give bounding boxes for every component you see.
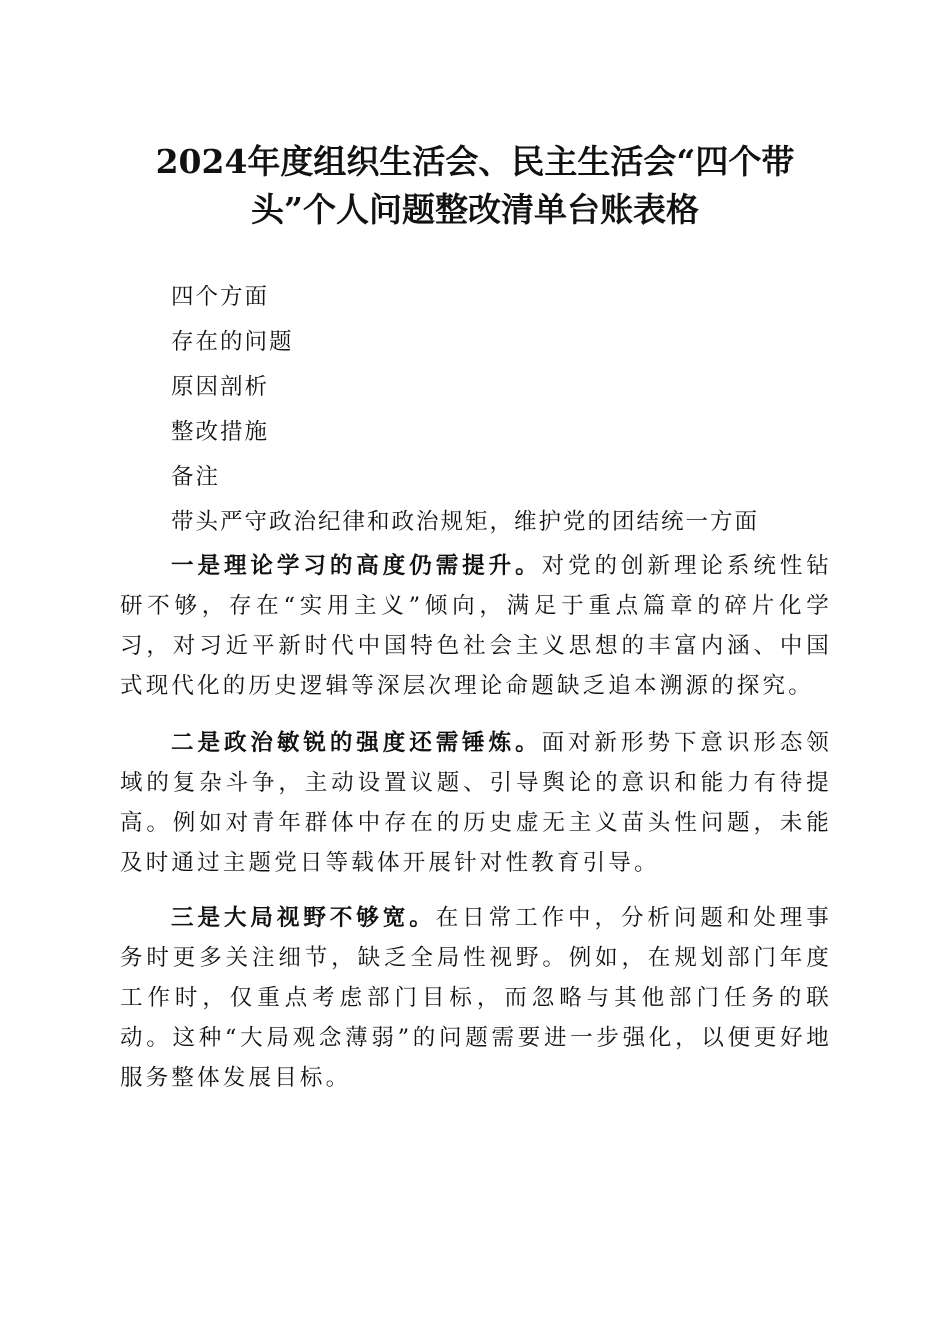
paragraph-2-lead: 二是政治敏锐的强度还需锤炼。 (171, 730, 542, 756)
title-line-1: 2024年度组织生活会、民主生活会“四个带 (155, 142, 795, 181)
paragraph-3-body: 在日常工作中，分析问题和处理事务时更多关注细节，缺乏全局性视野。例如，在规划部门年度工作时，仅重点考虑部门目标，而忽略与其他部门任务的联动。这种“大局观念薄弱”的问题需要进一步强化，以便更好地服务整体发展目标。 (120, 905, 832, 1091)
paragraph-2-body: 面对新形势下意识形态领域的复杂斗争，主动设置议题、引导舆论的意识和能力有待提高。例如对青年群体中存在的历史虚无主义苗头性问题，未能及时通过主题党日等载体开展针对性教育引导。 (120, 730, 832, 876)
paragraph-3 (120, 898, 832, 1098)
header-cause-analysis: 原因剖析 (171, 374, 270, 400)
header-rectification-measures: 整改措施 (171, 419, 270, 445)
header-aspects: 四个方面 (171, 284, 270, 310)
paragraph-1 (120, 546, 832, 706)
header-problems: 存在的问题 (171, 329, 294, 355)
category-heading: 带头严守政治纪律和政治规矩，维护党的团结统一方面 (171, 509, 760, 535)
header-remarks: 备注 (171, 464, 221, 490)
paragraph-2 (120, 723, 832, 883)
paragraph-1-lead: 一是理论学习的高度仍需提升。 (171, 553, 542, 579)
document-title (110, 138, 840, 234)
title-line-2: 头”个人问题整改清单台账表格 (251, 190, 699, 229)
table-headers (171, 278, 294, 503)
paragraph-3-lead: 三是大局视野不够宽。 (171, 905, 436, 931)
paragraph-1-body: 对党的创新理论系统性钻研不够，存在“实用主义”倾向，满足于重点篇章的碎片化学习，对习近平新时代中国特色社会主义思想的丰富内涵、中国式现代化的历史逻辑等深层次理论命题缺乏追本溯源的探究。 (120, 553, 832, 699)
